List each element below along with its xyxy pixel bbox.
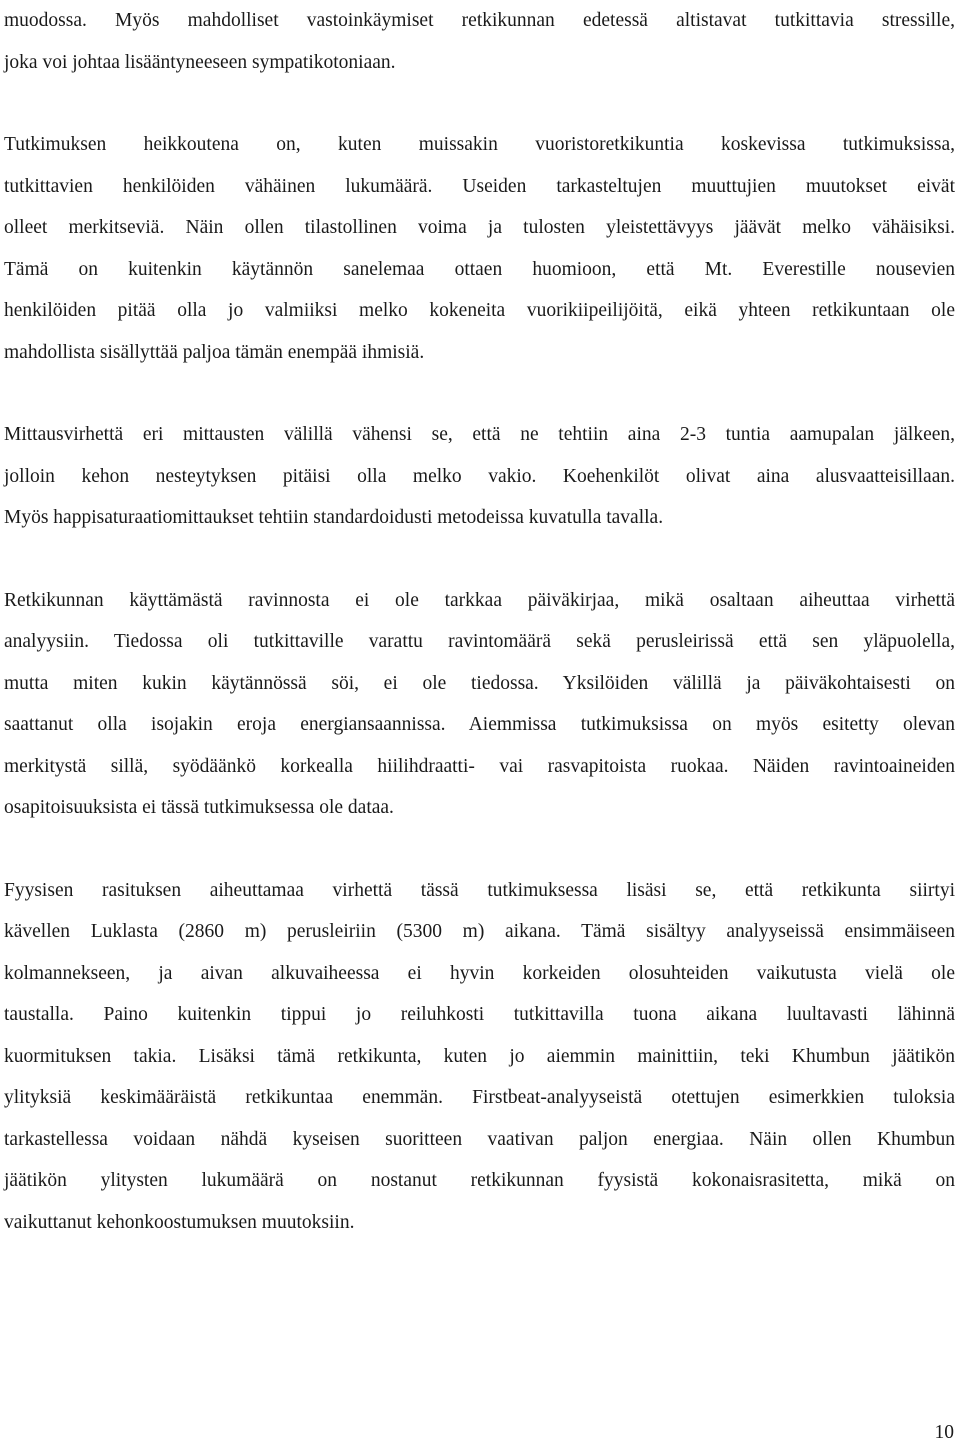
text-line: kuormituksen takia. Lisäksi tämä retkikunta, kuten jo aiemmin mainittiin, teki Khumbun jäätikön [4,1045,955,1067]
text-line: muodossa. Myös mahdolliset vastoinkäymiset retkikunnan edetessä altistavat tutkittavia stressille, [4,10,955,31]
paragraph-stress [4,0,955,83]
text-line: ylityksiä keskimääräistä retkikuntaa enemmän. Firstbeat-analyyseistä otettujen esimerkkien tuloksia [4,1087,955,1108]
text-line: tarkastellessa voidaan nähdä kyseisen suoritteen vaativan paljon energiaa. Näin ollen Khumbun [4,1128,955,1150]
paragraph-measurement-error [4,414,955,539]
paragraph-spacer [4,539,955,580]
text-line: Retkikunnan käyttämästä ravinnosta ei ole tarkkaa päiväkirjaa, mikä osaltaan aiheuttaa virhettä [4,589,955,611]
text-line: saattanut olla isojakin eroja energiansaannissa. Aiemmissa tutkimuksissa on myös esitetty olevan [4,714,955,735]
text-line: olleet merkitseviä. Näin ollen tilastollinen voima ja tulosten yleistettävyys jäävät melko vähäisiksi. [4,217,955,238]
text-line: Tutkimuksen heikkoutena on, kuten muissakin vuoristoretkikuntia koskevissa tutkimuksissa, [4,134,955,155]
paragraph-spacer [4,83,955,124]
text-line: Fyysisen rasituksen aiheuttamaa virhettä tässä tutkimuksessa lisäsi se, että retkikunta siirtyi [4,879,955,901]
text-line: joka voi johtaa lisääntyneeseen sympatikotoniaan. [4,51,396,73]
text-line: jolloin kehon nesteytyksen pitäisi olla melko vakio. Koehenkilöt olivat aina alusvaatteisillaan. [4,465,955,487]
text-line: mutta miten kukin käytännössä söi, ei ole tiedossa. Yksilöiden välillä ja päiväkohtaisesti on [4,672,955,694]
text-line: analyysiin. Tiedossa oli tutkittaville varattu ravintomäärä sekä perusleirissä että sen yläpuolella, [4,631,955,652]
paragraph-study-weakness [4,124,955,373]
text-line: jäätikön ylitysten lukumäärä on nostanut retkikunnan fyysistä kokonaisrasitetta, mikä on [4,1170,955,1191]
text-line: merkitystä sillä, syödäänkö korkealla hiilihdraatti- vai rasvapitoista ruokaa. Näiden ravintoaineiden [4,755,955,777]
paragraph-spacer [4,829,955,870]
text-line: taustalla. Paino kuitenkin tippui jo reiluhkosti tutkittavilla tuona aikana luultavasti lähinnä [4,1004,955,1025]
text-line: kävellen Luklasta (2860 m) perusleiriin (5300 m) aikana. Tämä sisältyy analyyseissä ensimmäiseen [4,921,955,942]
text-line: vaikuttanut kehonkoostumuksen muutoksiin. [4,1211,355,1233]
paragraph-spacer [4,373,955,414]
text-line: Tämä on kuitenkin käytännön sanelemaa ottaen huomioon, että Mt. Everestille nousevien [4,258,955,280]
page-number: 10 [934,1422,954,1443]
text-line: henkilöiden pitää olla jo valmiiksi melko kokeneita vuorikiipeilijöitä, eikä yhteen retkikuntaan ole [4,300,955,321]
text-line: Myös happisaturaatiomittaukset tehtiin standardoidusti metodeissa kuvatulla tavalla. [4,507,664,528]
text-line: kolmannekseen, ja aivan alkuvaiheessa ei hyvin korkeiden olosuhteiden vaikutusta vielä ole [4,962,955,984]
text-line: osapitoisuuksista ei tässä tutkimuksessa ole dataa. [4,797,394,818]
paragraph-nutrition [4,580,955,829]
document-body [4,0,955,1243]
text-line: tutkittavien henkilöiden vähäinen lukumäärä. Useiden tarkasteltujen muuttujien muutokset eivät [4,175,955,197]
text-line: Mittausvirhettä eri mittausten välillä vähensi se, että ne tehtiin aina 2-3 tuntia aamupalan jälkeen, [4,424,955,445]
text-line: mahdollista sisällyttää paljoa tämän enempää ihmisiä. [4,341,425,363]
paragraph-physical-strain [4,870,955,1244]
